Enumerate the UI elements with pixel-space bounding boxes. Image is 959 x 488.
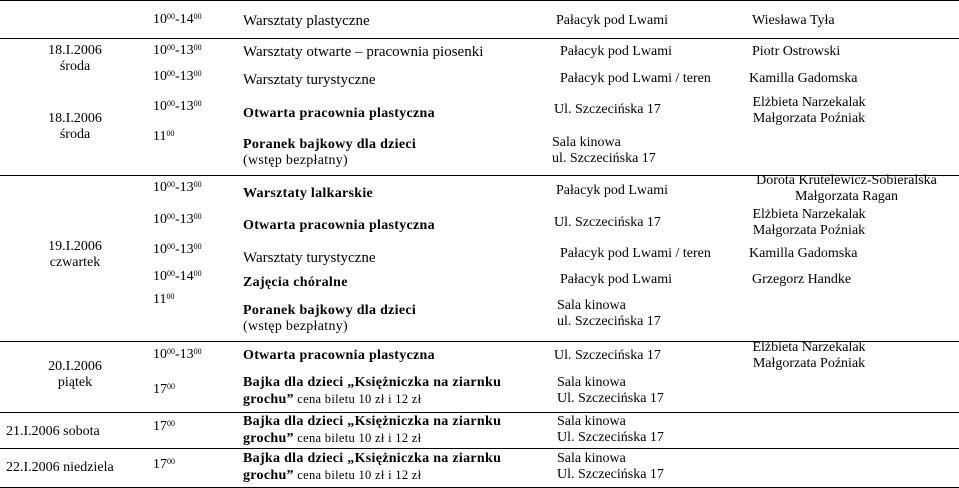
event-person: Elżbieta Narzekalak Małgorzata Poźniak xyxy=(752,207,866,238)
event-title: Poranek bajkowy dla dzieci (wstęp bezpłatny) xyxy=(243,137,417,168)
event-place: Sala kinowa ul. Szczecińska 17 xyxy=(552,135,656,166)
event-title: Bajka dla dzieci „Księżniczka na ziarnku grochu” cena biletu 10 zł i 12 zł xyxy=(243,414,502,446)
event-place: Ul. Szczecińska 17 xyxy=(554,348,661,363)
event-person: Wiesława Tyła xyxy=(752,13,835,28)
event-place: Pałacyk pod Lwami xyxy=(556,13,668,28)
time-cell: $10^{00}-13^{00}$ xyxy=(153,347,202,362)
event-title: Warsztaty plastyczne xyxy=(243,13,370,29)
time-cell: $11^{00}$ xyxy=(153,129,175,144)
event-title: Warsztaty lalkarskie xyxy=(243,186,374,201)
event-person: Grzegorz Handke xyxy=(752,272,852,287)
event-place: Ul. Szczecińska 17 xyxy=(554,102,661,117)
event-place: Sala kinowa Ul. Szczecińska 17 xyxy=(557,451,664,482)
event-title: Otwarta pracownia plastyczna xyxy=(243,348,435,363)
event-place: Pałacyk pod Lwami xyxy=(556,183,668,198)
event-place: Pałacyk pod Lwami xyxy=(560,44,672,59)
date-cell: 20.I.2006 piątek xyxy=(48,359,102,390)
event-person: Dorota Krutelewicz-Sobieralska Małgorzata Ragan xyxy=(756,173,937,204)
event-place: Sala kinowa Ul. Szczecińska 17 xyxy=(557,375,664,406)
event-title: Zajęcia chóralne xyxy=(243,275,348,290)
time-cell: $11^{00}$ xyxy=(153,292,175,307)
time-cell: $10^{00}-13^{00}$ xyxy=(153,43,202,58)
event-title: Poranek bajkowy dla dzieci (wstęp bezpłatny) xyxy=(243,303,417,334)
time-cell: $10^{00}-13^{00}$ xyxy=(153,242,202,257)
time-cell: $17^{00}$ xyxy=(153,419,175,434)
event-place: Ul. Szczecińska 17 xyxy=(554,215,661,230)
event-title: Warsztaty turystyczne xyxy=(243,250,376,266)
event-person: Piotr Ostrowski xyxy=(752,44,841,59)
event-title: Otwarta pracownia plastyczna xyxy=(243,218,435,233)
event-person: Kamilla Gadomska xyxy=(749,246,858,261)
row-border xyxy=(0,448,959,449)
time-cell: $17^{00}$ xyxy=(153,457,175,472)
row-border xyxy=(0,412,959,413)
date-cell: 18.I.2006 środa xyxy=(48,43,102,74)
time-cell: $10^{00}-13^{00}$ xyxy=(153,99,202,114)
time-cell: $10^{00}-13^{00}$ xyxy=(153,180,202,195)
event-place: Sala kinowa ul. Szczecińska 17 xyxy=(557,298,661,329)
time-cell: $17^{00}$ xyxy=(153,382,175,397)
event-place: Pałacyk pod Lwami / teren xyxy=(560,71,711,86)
event-place: Pałacyk pod Lwami / teren xyxy=(560,246,711,261)
time-cell: $10^{00}-14^{00}$ xyxy=(153,12,202,27)
event-person: Kamilla Gadomska xyxy=(749,71,858,86)
date-cell: 19.I.2006 czwartek xyxy=(48,239,102,270)
event-title: Otwarta pracownia plastyczna xyxy=(243,106,435,121)
time-cell: $10^{00}-14^{00}$ xyxy=(153,269,202,284)
time-cell: $10^{00}-13^{00}$ xyxy=(153,212,202,227)
event-place: Sala kinowa Ul. Szczecińska 17 xyxy=(557,414,664,445)
date-cell: 21.I.2006 sobota xyxy=(6,424,100,439)
event-person: Elżbieta Narzekalak Małgorzata Poźniak xyxy=(752,340,866,371)
event-title: Warsztaty turystyczne xyxy=(243,72,376,88)
time-cell: $10^{00}-13^{00}$ xyxy=(153,69,202,84)
row-border xyxy=(0,0,959,1)
event-title: Warsztaty otwarte – pracownia piosenki xyxy=(243,44,484,60)
date-cell: 22.I.2006 niedziela xyxy=(6,460,114,475)
event-title: Bajka dla dzieci „Księżniczka na ziarnku grochu” cena biletu 10 zł i 12 zł xyxy=(243,375,502,407)
event-person: Elżbieta Narzekalak Małgorzata Poźniak xyxy=(752,95,866,126)
row-border xyxy=(0,38,959,39)
event-place: Pałacyk pod Lwami xyxy=(560,272,672,287)
date-cell: 18.I.2006 środa xyxy=(48,111,102,142)
event-title: Bajka dla dzieci „Księżniczka na ziarnku grochu” cena biletu 10 zł i 12 zł xyxy=(243,451,502,483)
